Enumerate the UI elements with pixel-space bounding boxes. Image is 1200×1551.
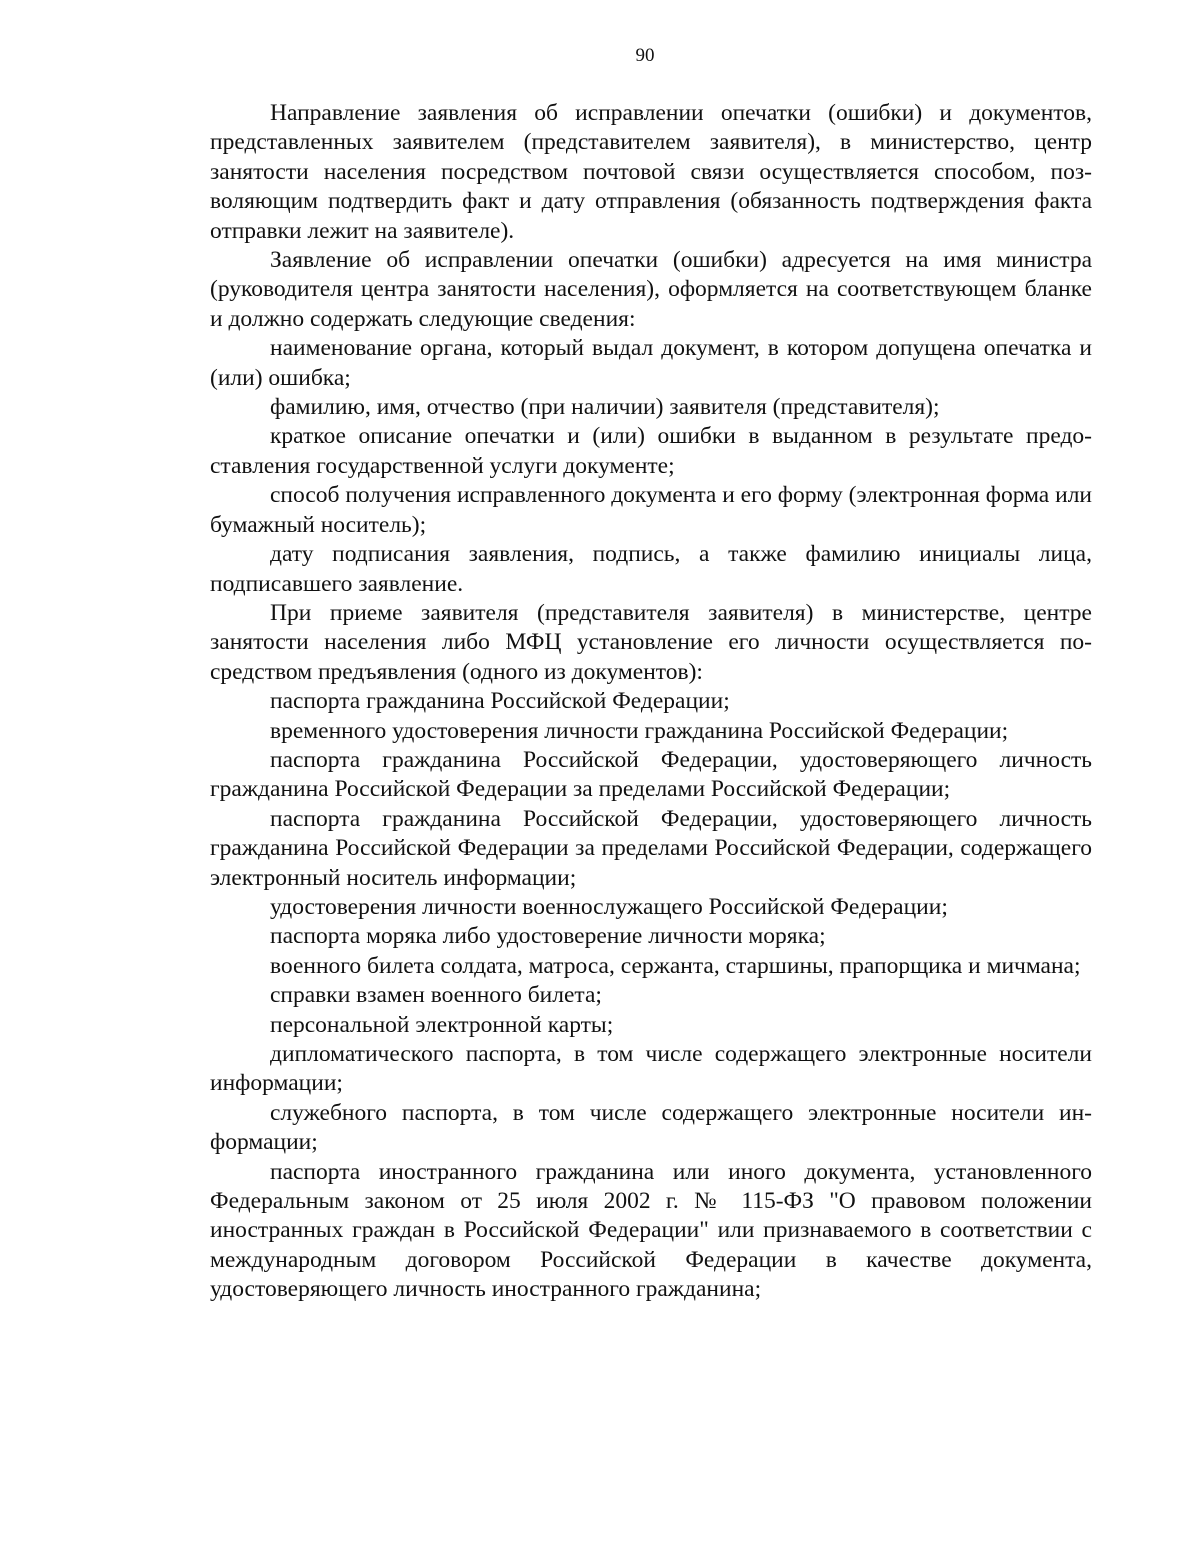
list-item-temporary-id: временного удостоверения личности гражданина Российской Федерации; bbox=[270, 717, 1009, 744]
list-item-foreign-travel-passport: паспорта гражданина Российской Федерации, удостоверяющего личность гражданина Российской Федерации за пределами Российской Федерации; bbox=[210, 746, 1092, 803]
list-item-delivery-method: способ получения исправленного документа и его форму (электронная форма или бумажный носитель); bbox=[210, 482, 1092, 538]
list-item-error-description: краткое описание опечатки и (или) ошибки в выданном в результате предоставления государственной услуги документе; bbox=[210, 423, 1092, 479]
list-item-military-id: удостоверения личности военнослужащего Российской Федерации; bbox=[270, 893, 948, 920]
list-item-electronic-foreign-passport: паспорта гражданина Российской Федерации, удостоверяющего личность гражданина Российской Федерации за пределами Российской Федерации, содержащего электронный носитель информации; bbox=[210, 805, 1092, 891]
list-item-russian-passport: паспорта гражданина Российской Федерации; bbox=[270, 688, 730, 715]
list-item-military-ticket: военного билета солдата, матроса, сержанта, старшины, прапорщика и мичмана; bbox=[270, 952, 1081, 979]
list-item-foreign-citizen-passport: паспорта иностранного гражданина или иного документа, установленного Федеральным законом от 25 июля 2002 г. № 115-ФЗ "О правовом положении иностранных граждан в Российской Федерации" или признаваемого в соответствии с международным договором Российской Федерации в качестве документа, удостоверяющего личность иностранного гражданина; bbox=[210, 1158, 1092, 1303]
list-item-seaman-passport: паспорта моряка либо удостоверение личности моряка; bbox=[270, 923, 826, 950]
list-item-signature-date: дату подписания заявления, подпись, а также фамилию инициалы лица, подписавшего заявление. bbox=[210, 541, 1092, 597]
list-item-issuing-authority: наименование органа, который выдал документ, в котором допущена опечатка и (или) ошибка; bbox=[210, 335, 1092, 391]
page-number: 90 bbox=[635, 45, 655, 66]
list-item-military-ticket-certificate: справки взамен военного билета; bbox=[270, 982, 602, 1009]
paragraph-identity-verification: При приеме заявителя (представителя заявителя) в министерстве, центре занятости населения либо МФЦ установление его личности осуществляется посредством предъявления (одного из документов): bbox=[210, 599, 1092, 685]
paragraph-mail-submission: Направление заявления об исправлении опечатки (ошибки) и документов, представленных заявителем (представителем заявителя), в министерство, центр занятости населения посредством почтовой связи осуществляется способом, позволяющим подтвердить факт и дату отправления (обязанность подтверждения факта отправки лежит на заявителе). bbox=[210, 100, 1092, 244]
list-item-diplomatic-passport: дипломатического паспорта, в том числе содержащего электронные носители информации; bbox=[210, 1041, 1092, 1097]
document-body bbox=[210, 99, 1092, 1305]
list-item-personal-electronic-card: персональной электронной карты; bbox=[270, 1011, 614, 1038]
list-item-applicant-name: фамилию, имя, отчество (при наличии) заявителя (представителя); bbox=[270, 394, 940, 421]
list-item-service-passport: служебного паспорта, в том числе содержащего электронные носители информации; bbox=[210, 1099, 1092, 1156]
paragraph-application-requirements: Заявление об исправлении опечатки (ошибки) адресуется на имя министра (руководителя центра занятости населения), оформляется на соответствующем бланке и должно содержать следующие сведения: bbox=[210, 247, 1092, 332]
